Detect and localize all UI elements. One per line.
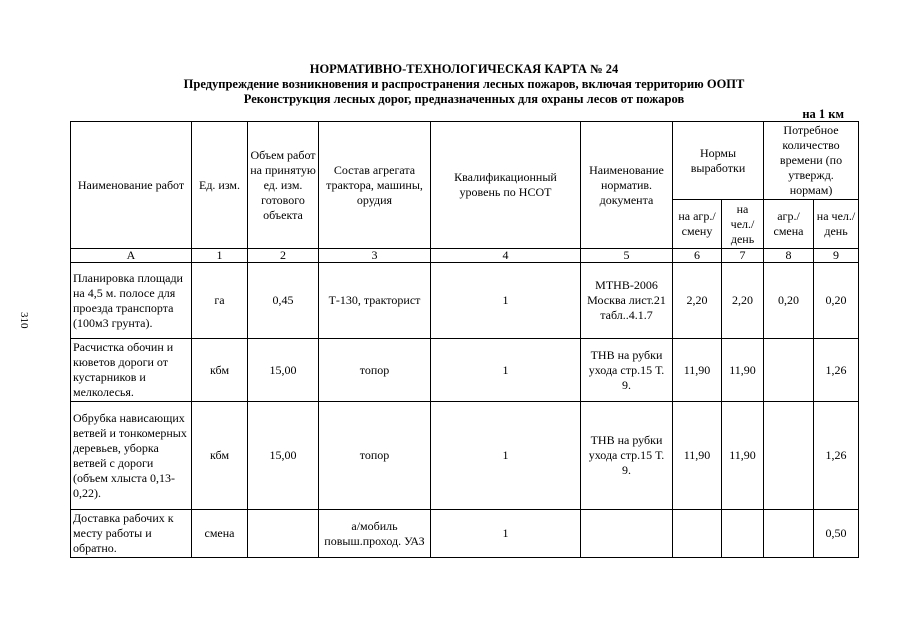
col-header-norm-person: на чел./ день: [722, 200, 764, 249]
col-header-qualification: Квалификационный уровень по НСОТ: [431, 122, 581, 249]
norm-agr-cell: [673, 510, 722, 558]
norm-agr-cell: 2,20: [673, 263, 722, 339]
volume-cell: [248, 510, 319, 558]
col-header-time-person: на чел./ день: [814, 200, 859, 249]
norm-agr-cell: 11,90: [673, 339, 722, 402]
norm-person-cell: 11,90: [722, 402, 764, 510]
col-header-time: Потребное количество времени (по утвержд. нормам): [764, 122, 859, 200]
time-person-cell: 1,26: [814, 339, 859, 402]
unit-label: на 1 км: [802, 107, 844, 121]
col-header-time-agr: агр./ смена: [764, 200, 814, 249]
norms-table: [70, 121, 859, 558]
index-cell: 3: [319, 249, 431, 263]
level-cell: 1: [431, 510, 581, 558]
volume-cell: 0,45: [248, 263, 319, 339]
time-person-cell: 0,50: [814, 510, 859, 558]
col-header-unit: Ед. изм.: [192, 122, 248, 249]
document-header: [70, 62, 858, 107]
table-row: [71, 339, 859, 402]
work-name-cell: Планировка площади на 4,5 м. полосе для проезда транспорта (100м3 грунта).: [71, 263, 192, 339]
col-header-norms: Нормы выработки: [673, 122, 764, 200]
index-cell: 1: [192, 249, 248, 263]
index-cell: 4: [431, 249, 581, 263]
time-agr-cell: 0,20: [764, 263, 814, 339]
time-person-cell: 0,20: [814, 263, 859, 339]
page-number: 310: [18, 312, 30, 329]
index-cell: 5: [581, 249, 673, 263]
col-header-name: Наименование работ: [71, 122, 192, 249]
document-subtitle: Предупреждение возникновения и распространения лесных пожаров, включая территорию ООПТ: [183, 77, 745, 91]
norm-person-cell: 2,20: [722, 263, 764, 339]
work-name-cell: Доставка рабочих к месту работы и обратно.: [71, 510, 192, 558]
aggregate-cell: Т-130, тракторист: [319, 263, 431, 339]
index-cell: 9: [814, 249, 859, 263]
volume-cell: 15,00: [248, 339, 319, 402]
norm-agr-cell: 11,90: [673, 402, 722, 510]
document-title: НОРМАТИВНО-ТЕХНОЛОГИЧЕСКАЯ КАРТА № 24: [309, 62, 619, 76]
index-cell: 8: [764, 249, 814, 263]
index-cell: 2: [248, 249, 319, 263]
aggregate-cell: а/мобиль повыш.проход. УАЗ: [319, 510, 431, 558]
col-header-norm-agr: на агр./ смену: [673, 200, 722, 249]
document-cell: МТНВ-2006 Москва лист.21 табл..4.1.7: [581, 263, 673, 339]
index-cell: 7: [722, 249, 764, 263]
time-person-cell: 1,26: [814, 402, 859, 510]
level-cell: 1: [431, 402, 581, 510]
document-cell: ТНВ на рубки ухода стр.15 Т. 9.: [581, 402, 673, 510]
col-header-document: Наименование норматив. документа: [581, 122, 673, 249]
work-name-cell: Обрубка нависающих ветвей и тонкомерных деревьев, уборка ветвей с дороги (объем хлыста 0,13-0,22).: [71, 402, 192, 510]
document-cell: [581, 510, 673, 558]
col-header-volume: Объем работ на принятую ед. изм. готового объекта: [248, 122, 319, 249]
table-row: [71, 510, 859, 558]
aggregate-cell: топор: [319, 402, 431, 510]
aggregate-cell: топор: [319, 339, 431, 402]
level-cell: 1: [431, 339, 581, 402]
time-agr-cell: [764, 510, 814, 558]
norm-person-cell: [722, 510, 764, 558]
unit-cell: кбм: [192, 339, 248, 402]
level-cell: 1: [431, 263, 581, 339]
volume-cell: 15,00: [248, 402, 319, 510]
col-header-aggregate: Состав агрегата трактора, машины, орудия: [319, 122, 431, 249]
table-row: [71, 402, 859, 510]
unit-cell: га: [192, 263, 248, 339]
document-subtitle-2: Реконструкция лесных дорог, предназначенных для охраны лесов от пожаров: [243, 92, 685, 106]
index-cell: 6: [673, 249, 722, 263]
time-agr-cell: [764, 339, 814, 402]
index-cell: А: [71, 249, 192, 263]
document-cell: ТНВ на рубки ухода стр.15 Т. 9.: [581, 339, 673, 402]
unit-cell: смена: [192, 510, 248, 558]
time-agr-cell: [764, 402, 814, 510]
header-row: [71, 122, 859, 200]
index-row: [71, 249, 859, 263]
norm-person-cell: 11,90: [722, 339, 764, 402]
unit-cell: кбм: [192, 402, 248, 510]
work-name-cell: Расчистка обочин и кюветов дороги от кустарников и мелколесья.: [71, 339, 192, 402]
table-row: [71, 263, 859, 339]
